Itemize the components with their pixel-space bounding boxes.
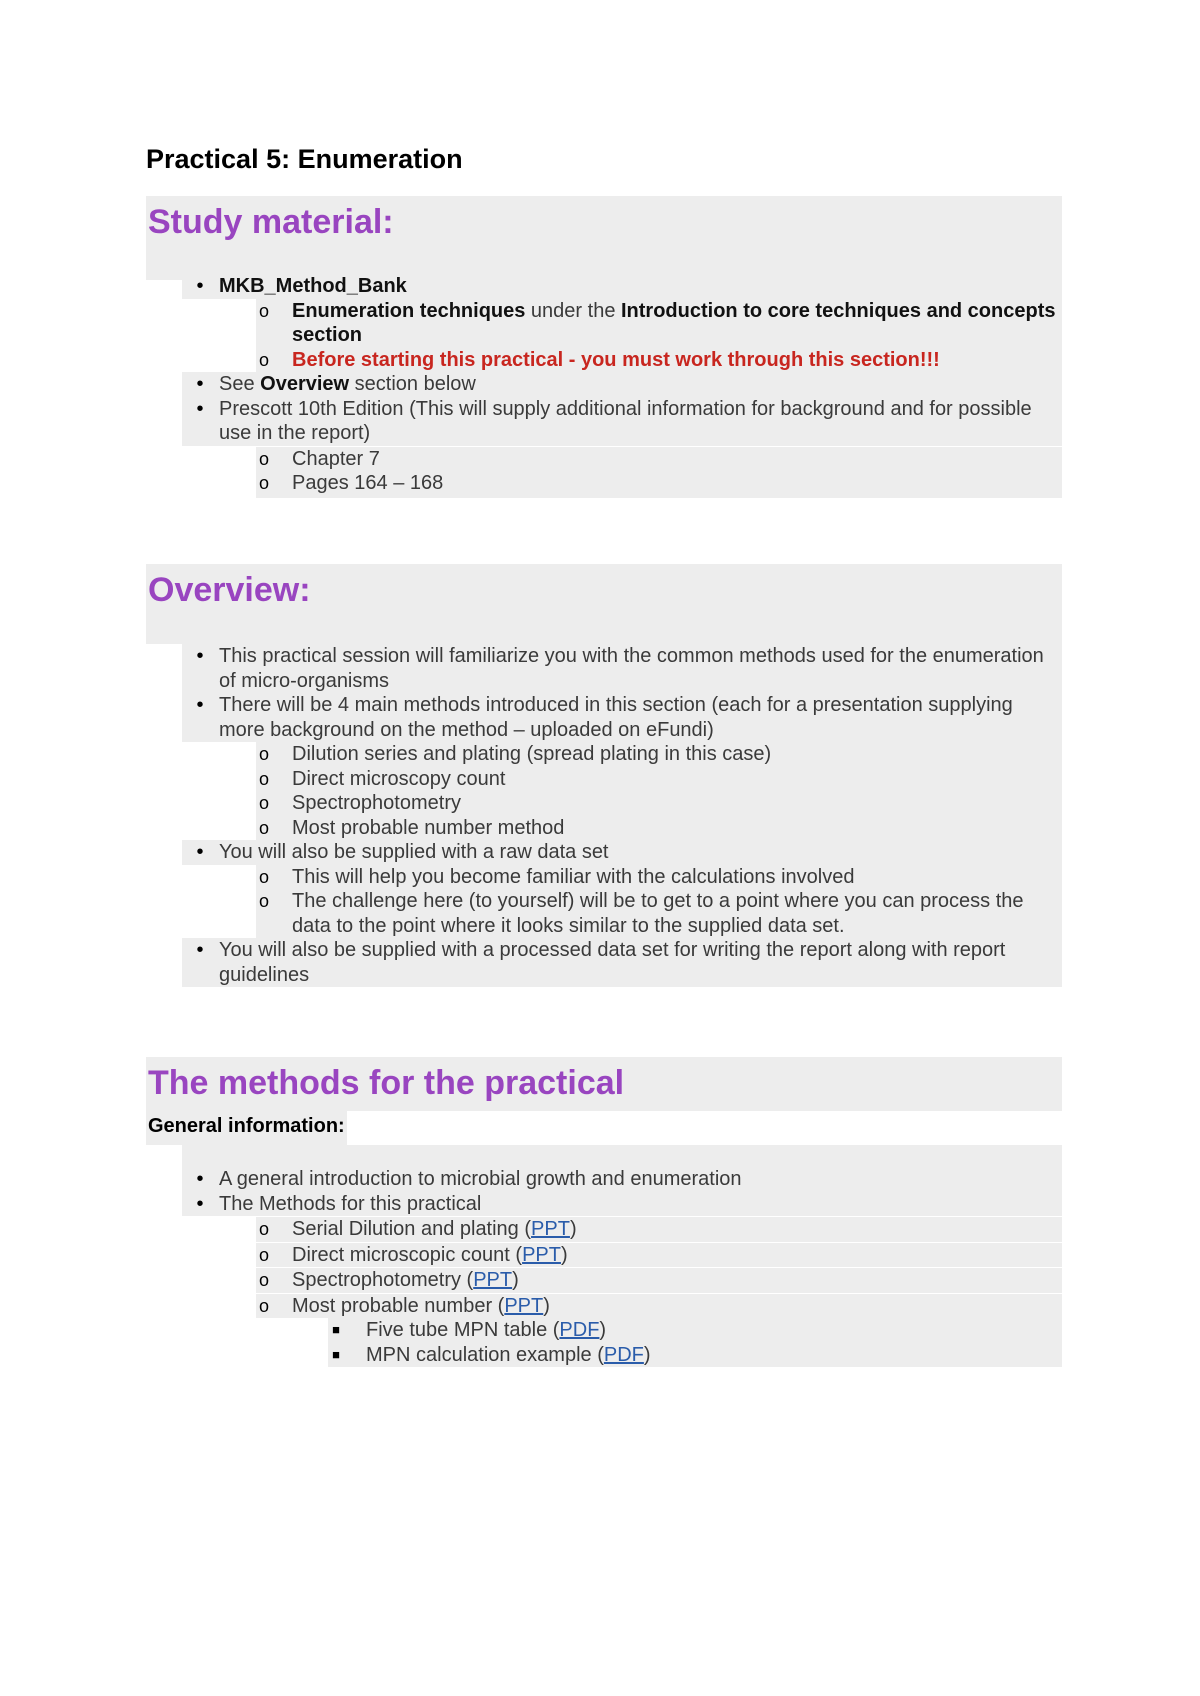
intro-section-text: Introduction to core techniques and concepts section — [292, 299, 1056, 346]
five-tube-pdf-link[interactable]: PDF — [559, 1319, 600, 1341]
list-item-five-tube — [328, 1318, 1062, 1343]
list-item-raw-sub1 — [256, 865, 1062, 890]
list-item-overview-ref — [182, 372, 1062, 397]
circle-bullet-icon: o — [258, 1270, 269, 1290]
list-item-method-dilution — [256, 742, 1062, 767]
circle-bullet-icon: o — [258, 817, 269, 838]
paren-close: ) — [569, 1218, 577, 1240]
circle-bullet-icon: o — [258, 473, 269, 493]
bullet-icon: • — [196, 1168, 204, 1190]
circle-bullet-icon: o — [258, 866, 269, 887]
general-info-subheading: General information: — [148, 1115, 345, 1137]
overview-heading: Overview: — [148, 571, 311, 609]
serial-ppt-link[interactable]: PPT — [531, 1218, 570, 1240]
list-item-method-spectro — [256, 791, 1062, 816]
page-title: Practical 5: Enumeration — [146, 144, 463, 174]
method-text: Spectrophotometry — [292, 792, 461, 814]
mpn-ppt-link[interactable]: PPT — [504, 1294, 544, 1317]
bullet-icon: • — [196, 373, 204, 395]
raw-data-text: You will also be supplied with a raw data set — [219, 841, 609, 863]
list-item-method-mpn — [256, 816, 1062, 841]
methods-section — [146, 1057, 1062, 1367]
mpn-calc-text: MPN calculation example ( — [366, 1343, 604, 1366]
paren-close: ) — [560, 1243, 568, 1266]
bullet-icon: • — [196, 694, 204, 716]
mkb-link[interactable]: MKB_Method_Bank — [219, 275, 407, 297]
familiarize-text: This practical session will familiarize you with the common methods used for the enumeration of micro-organisms — [219, 645, 1044, 692]
list-item-four-methods — [182, 693, 1062, 742]
processed-data-text: You will also be supplied with a processed data set for writing the report along with report guidelines — [219, 939, 1006, 986]
spacer — [182, 1145, 1062, 1167]
circle-bullet-icon: o — [258, 300, 269, 321]
list-item-direct — [256, 1243, 1062, 1268]
list-item-mkb — [182, 274, 1062, 299]
five-tube-text: Five tube MPN table ( — [366, 1319, 560, 1341]
chapter-text: Chapter 7 — [292, 447, 380, 470]
methods-heading: The methods for the practical — [148, 1064, 625, 1102]
list-item-familiarize — [182, 644, 1062, 693]
direct-text: Direct microscopic count ( — [292, 1243, 523, 1266]
spectro-text: Spectrophotometry ( — [292, 1269, 474, 1291]
circle-bullet-icon: o — [258, 349, 269, 370]
enumeration-text: Enumeration techniques — [292, 299, 526, 322]
prescott-text: Prescott 10th Edition (This will supply additional information for background and for possible use in the report) — [219, 397, 1032, 444]
bullet-icon: • — [196, 939, 204, 961]
circle-bullet-icon: o — [258, 793, 269, 813]
circle-bullet-icon: o — [258, 768, 269, 789]
circle-bullet-icon: o — [258, 744, 269, 764]
study-material-heading: Study material: — [148, 203, 394, 241]
list-item-mpn — [256, 1294, 1062, 1319]
method-text: Most probable number method — [292, 816, 565, 839]
circle-bullet-icon: o — [258, 1244, 269, 1265]
overview-ref: Overview — [260, 373, 350, 395]
list-item-general-intro — [182, 1167, 1062, 1192]
paren-close: ) — [599, 1319, 607, 1341]
square-bullet-icon: ■ — [332, 1346, 340, 1362]
pages-text: Pages 164 – 168 — [292, 472, 444, 494]
circle-bullet-icon: o — [258, 448, 269, 469]
serial-text: Serial Dilution and plating ( — [292, 1218, 532, 1240]
method-text: Dilution series and plating (spread plating in this case) — [292, 743, 772, 765]
circle-bullet-icon: o — [258, 1219, 269, 1239]
list-item-raw-sub2 — [256, 889, 1062, 938]
paren-close: ) — [512, 1269, 519, 1291]
list-item-method-microscopy — [256, 767, 1062, 792]
raw-sub1-text: This will help you become familiar with the calculations involved — [292, 865, 855, 888]
list-item-prescott — [182, 397, 1062, 446]
bullet-icon: • — [196, 275, 204, 297]
bullet-icon: • — [196, 841, 204, 863]
overview-section — [146, 564, 1062, 987]
list-item-methods-label — [182, 1192, 1062, 1217]
list-item-chapter — [256, 447, 1062, 472]
spectro-ppt-link[interactable]: PPT — [473, 1269, 513, 1291]
method-text: Direct microscopy count — [292, 767, 506, 790]
list-item-enumeration — [256, 299, 1062, 348]
list-item-pages — [256, 471, 1062, 498]
list-item-mpn-calc — [328, 1343, 1062, 1368]
under-text: under the — [525, 299, 621, 322]
study-material-section — [146, 196, 1062, 498]
warning-text: Before starting this practical - you must work through this section!!! — [292, 348, 940, 371]
bullet-icon: • — [196, 1192, 204, 1215]
list-item-processed-data — [182, 938, 1062, 987]
paren-close: ) — [643, 1343, 651, 1366]
bullet-icon: • — [196, 397, 204, 420]
paren-close: ) — [543, 1294, 550, 1317]
section-below-text: section below — [349, 373, 476, 395]
mpn-calc-pdf-link[interactable]: PDF — [603, 1343, 644, 1366]
circle-bullet-icon: o — [258, 1295, 269, 1316]
four-methods-text: There will be 4 main methods introduced in this section (each for a presentation supplying more background on the method – uploaded on eFundi) — [219, 694, 1013, 741]
raw-sub2-text: The challenge here (to yourself) will be to get to a point where you can process the data to the point where it looks similar to the supplied data set. — [292, 890, 1024, 937]
square-bullet-icon: ■ — [332, 1322, 340, 1337]
mpn-text: Most probable number ( — [292, 1294, 505, 1317]
general-intro-text: A general introduction to microbial growth and enumeration — [219, 1168, 742, 1190]
methods-label-text: The Methods for this practical — [219, 1192, 482, 1215]
circle-bullet-icon: o — [258, 891, 269, 911]
list-item-warning — [256, 348, 1062, 373]
list-item-raw-data — [182, 840, 1062, 865]
list-item-serial — [256, 1217, 1062, 1242]
see-text: See — [219, 373, 261, 395]
list-item-spectro — [256, 1268, 1062, 1293]
direct-ppt-link[interactable]: PPT — [522, 1243, 561, 1266]
bullet-icon: • — [196, 645, 204, 667]
